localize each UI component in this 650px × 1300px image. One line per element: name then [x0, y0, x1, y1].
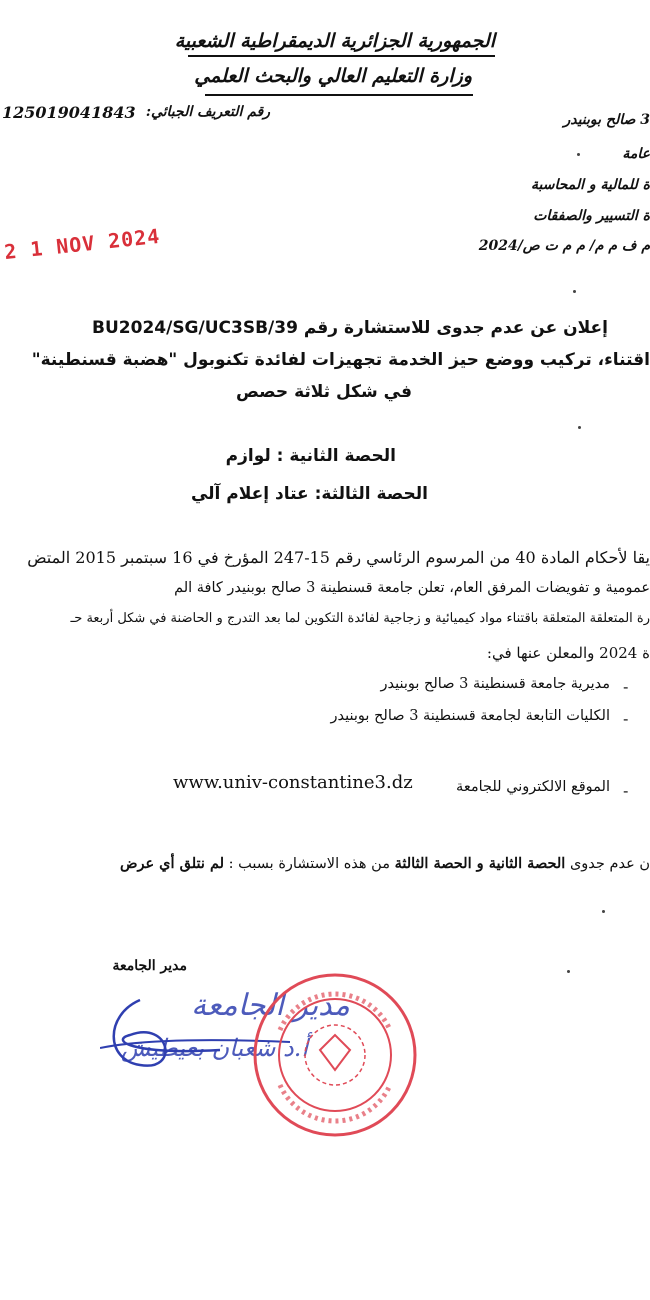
block-line-3: ة للمالية و المحاسبة [531, 177, 650, 193]
lot-2: الحصة الثانية : لوازم [225, 446, 396, 466]
university-short: 3 صالح بوبنيدر [563, 112, 650, 128]
block-line-4: ة التسيير والصفقات [533, 208, 650, 224]
date-stamp: 2 1 NOV 2024 [3, 223, 162, 265]
scan-dot [567, 970, 570, 973]
conclusion-mid: من هذه الاستشارة بسبب : [224, 856, 395, 872]
body-line-3: رة المتعلقة المتعلقة باقتناء مواد كيميائية و زجاجية لفائدة التكوين لما بعد التدرج و الحاضنة في شكل أربعة حـ [70, 611, 650, 626]
tax-id-label: رقم التعريف الجبائي: [145, 104, 270, 120]
website-link[interactable]: www.univ-constantine3.dz [173, 772, 413, 793]
bullet-dash-3: - [623, 782, 629, 800]
body-line-1: يقا لأحكام المادة 40 من المرسوم الرئاسي رقم 15-247 المؤرخ في 16 سبتمبر 2015 المتض [27, 548, 650, 567]
republic-heading: الجمهورية الجزائرية الديمقراطية الشعبية [174, 30, 495, 52]
scan-dot [573, 290, 576, 293]
lot-3: الحصة الثالثة: عتاد إعلام آلي [190, 484, 428, 504]
bullet-dash-2: - [623, 710, 629, 728]
seal-emblem [320, 1035, 350, 1070]
scan-dot [602, 910, 605, 913]
handwritten-name: أ.د شعبان بعيطيش [120, 1034, 308, 1062]
ministry-heading: وزارة التعليم العالي والبحث العلمي [194, 65, 472, 87]
announcement-title-line2: اقتناء، تركيب ووضع حيز الخدمة تجهيزات لفائدة تكنوبول "هضبة قسنطينة" [31, 350, 650, 370]
republic-underline [188, 55, 495, 57]
seal-inner-ring [279, 999, 391, 1111]
signature-title: مدير الجامعة [112, 958, 187, 974]
bullet-1: مديرية جامعة قسنطينة 3 صالح بوبنيدر [380, 676, 610, 692]
body-line-2: عمومية و تفويضات المرفق العام، تعلن جامعة قسنطينة 3 صالح بوبنيدر كافة الم [174, 580, 650, 596]
official-seal [250, 970, 420, 1140]
conclusion-prefix: ن عدم جدوى [565, 856, 650, 872]
ministry-underline [205, 94, 473, 96]
conclusion-lots: الحصة الثانية و الحصة الثالثة [394, 855, 566, 872]
scan-dot [578, 426, 581, 429]
announcement-title-line3: في شكل ثلاثة حصص [235, 382, 412, 402]
tax-id-value: 125019041843 [2, 103, 136, 122]
bullet-dash-1: - [623, 678, 629, 696]
bullet-2: الكليات التابعة لجامعة قسنطينة 3 صالح بوبنيدر [330, 708, 610, 724]
scan-dot [577, 153, 580, 156]
block-line-2: عامة [622, 146, 650, 162]
reference-number: م ف م م/ م م ت ص/2024 [478, 238, 650, 254]
announcement-title-line1: إعلان عن عدم جدوى للاستشارة رقم BU2024/SG/UC3SB/39 [92, 318, 608, 338]
handwritten-title: مدير الجامعة [191, 988, 350, 1023]
body-line-4: ة 2024 والمعلن عنها في: [486, 644, 650, 662]
conclusion-reason: لم نتلق أي عرض [119, 855, 225, 872]
bullet-3: الموقع الالكتروني للجامعة [456, 779, 610, 795]
seal-arc-bottom [280, 1085, 390, 1121]
conclusion-line [120, 855, 650, 872]
